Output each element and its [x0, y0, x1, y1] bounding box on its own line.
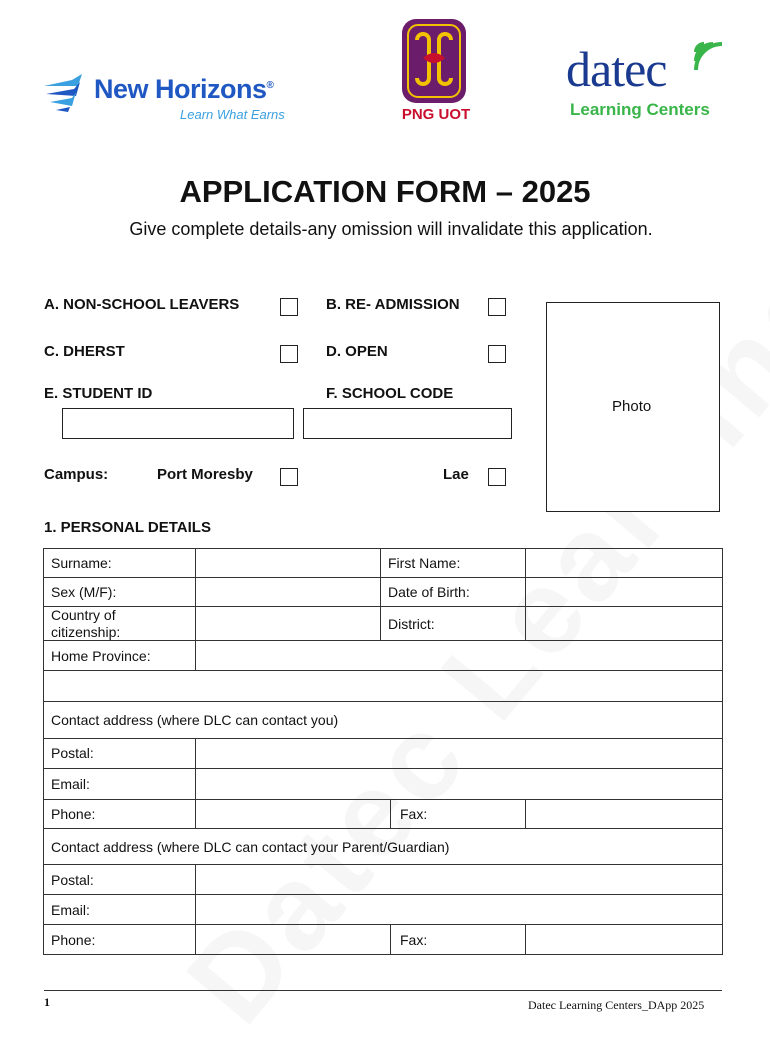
option-f-label: F. SCHOOL CODE — [326, 385, 454, 402]
png-uot-logo — [398, 18, 474, 126]
new-horizons-logo — [42, 70, 312, 130]
new-horizons-emblem-icon — [42, 72, 88, 114]
first-name-label: First Name: — [388, 555, 461, 571]
postal-label: Postal: — [51, 745, 94, 761]
footer-doc-name: Datec Learning Centers_DApp 2025 — [528, 998, 705, 1012]
home-province-field[interactable] — [196, 641, 722, 670]
guardian-fax-label: Fax: — [400, 932, 428, 948]
country-field[interactable] — [196, 607, 380, 640]
email-label: Email: — [51, 776, 90, 792]
option-c-checkbox[interactable] — [280, 345, 298, 363]
new-horizons-tagline: Learn What Earns — [180, 107, 285, 122]
page-number: 1 — [44, 995, 50, 1009]
datec-name: datec — [566, 41, 667, 97]
blank-row-field[interactable] — [44, 671, 722, 701]
campus-lae-checkbox[interactable] — [488, 468, 506, 486]
guardian-email-field[interactable] — [196, 895, 722, 924]
option-c-label: C. DHERST — [44, 343, 125, 360]
png-uot-label: PNG UOT — [401, 106, 471, 123]
fax-label: Fax: — [400, 806, 428, 822]
new-horizons-name: New Horizons — [94, 74, 267, 104]
first-name-field[interactable] — [526, 549, 722, 577]
footer-rule — [44, 990, 722, 991]
campus-port-moresby-checkbox[interactable] — [280, 468, 298, 486]
option-a-label: A. NON-SCHOOL LEAVERS — [44, 296, 240, 313]
campus-port-moresby-label: Port Moresby — [157, 466, 253, 483]
registered-mark: ® — [266, 80, 274, 91]
sex-label: Sex (M/F): — [51, 584, 117, 600]
wifi-signal-icon — [692, 40, 726, 74]
phone-label: Phone: — [51, 806, 96, 822]
datec-logo — [566, 40, 736, 125]
district-label: District: — [388, 616, 435, 632]
fax-field[interactable] — [526, 800, 722, 828]
guardian-fax-field[interactable] — [526, 925, 722, 954]
option-b-label: B. RE- ADMISSION — [326, 296, 460, 313]
surname-label: Surname: — [51, 555, 112, 571]
png-uot-emblem-icon — [401, 18, 467, 104]
sex-field[interactable] — [196, 578, 380, 606]
guardian-postal-label: Postal: — [51, 872, 94, 888]
guardian-phone-label: Phone: — [51, 932, 96, 948]
datec-sub: Learning Centers — [570, 100, 710, 119]
dob-label: Date of Birth: — [388, 584, 470, 600]
dob-field[interactable] — [526, 578, 722, 606]
form-title: APPLICATION FORM – 2025 — [179, 174, 591, 209]
guardian-phone-field[interactable] — [196, 925, 390, 954]
contact-self-heading: Contact address (where DLC can contact you) — [51, 712, 339, 728]
guardian-postal-field[interactable] — [196, 865, 722, 894]
contact-guardian-heading: Contact address (where DLC can contact your Parent/Guardian) — [51, 839, 450, 855]
phone-field[interactable] — [196, 800, 390, 828]
student-id-field[interactable] — [62, 408, 294, 439]
guardian-email-label: Email: — [51, 902, 90, 918]
option-d-checkbox[interactable] — [488, 345, 506, 363]
option-b-checkbox[interactable] — [488, 298, 506, 316]
form-subtitle: Give complete details-any omission will invalidate this application. — [129, 219, 653, 239]
campus-lae-label: Lae — [443, 466, 469, 483]
school-code-field[interactable] — [303, 408, 512, 439]
district-field[interactable] — [526, 607, 722, 640]
option-a-checkbox[interactable] — [280, 298, 298, 316]
email-field[interactable] — [196, 769, 722, 799]
personal-details-heading: 1. PERSONAL DETAILS — [44, 519, 211, 536]
option-e-label: E. STUDENT ID — [44, 385, 153, 402]
country-label: Country of citizenship: — [51, 607, 121, 640]
home-province-label: Home Province: — [51, 648, 151, 664]
option-d-label: D. OPEN — [326, 343, 388, 360]
surname-field[interactable] — [196, 549, 380, 577]
photo-label: Photo — [612, 398, 652, 415]
campus-label: Campus: — [44, 466, 109, 483]
postal-field[interactable] — [196, 739, 722, 768]
